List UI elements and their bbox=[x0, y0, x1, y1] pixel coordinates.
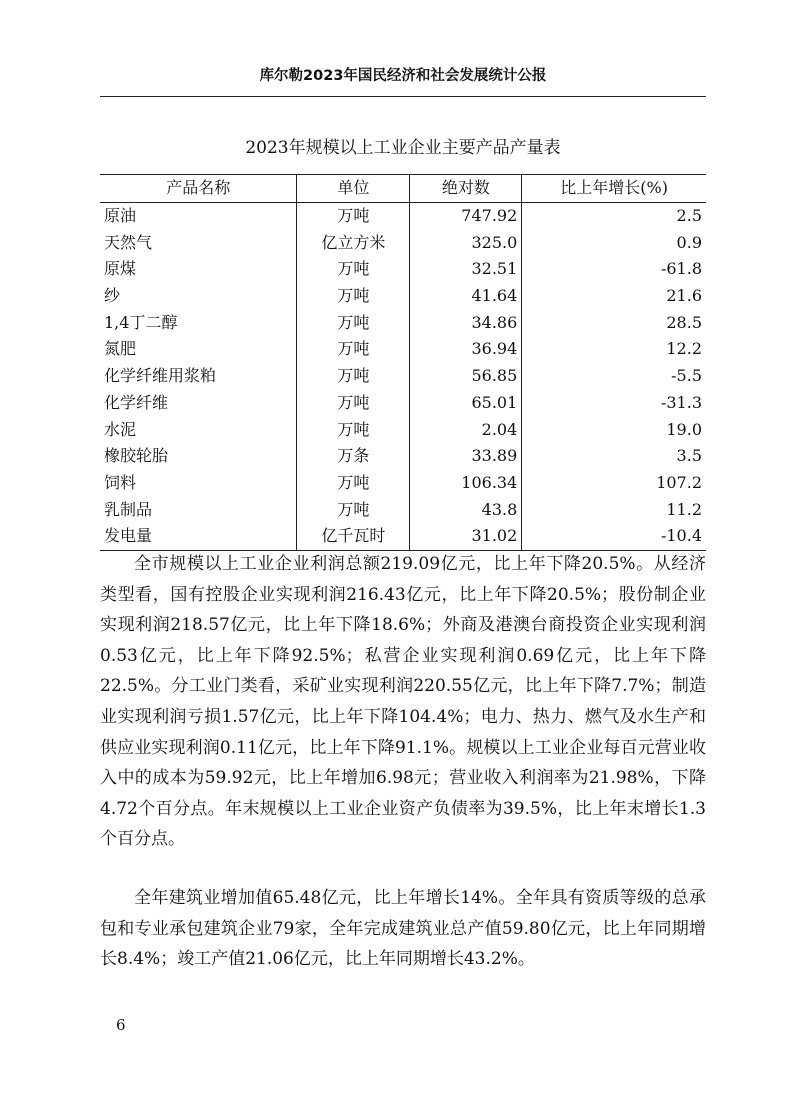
unit-cell: 万吨 bbox=[297, 390, 410, 417]
growth-cell: 28.5 bbox=[522, 309, 706, 336]
value-cell: 32.51 bbox=[410, 256, 522, 283]
product-name-cell: 1,4丁二醇 bbox=[104, 312, 178, 332]
unit-cell: 万吨 bbox=[297, 309, 410, 336]
growth-cell: 11.2 bbox=[522, 496, 706, 523]
column-header-name: 产品名称 bbox=[100, 175, 297, 203]
running-header: 库尔勒2023年国民经济和社会发展统计公报 bbox=[259, 68, 547, 84]
column-header-unit: 单位 bbox=[297, 175, 410, 203]
growth-cell: -61.8 bbox=[522, 256, 706, 283]
growth-cell: -5.5 bbox=[522, 363, 706, 390]
unit-cell: 万吨 bbox=[297, 336, 410, 363]
growth-cell: 2.5 bbox=[522, 202, 706, 229]
unit-cell: 亿立方米 bbox=[297, 229, 410, 256]
table-row bbox=[100, 256, 706, 283]
value-cell: 33.89 bbox=[410, 443, 522, 470]
table-row bbox=[100, 443, 706, 470]
product-name-cell: 纱 bbox=[104, 286, 121, 306]
table-row bbox=[100, 523, 706, 550]
table-row bbox=[100, 363, 706, 390]
unit-cell: 亿千瓦时 bbox=[297, 523, 410, 550]
table-row bbox=[100, 336, 706, 363]
table-row bbox=[100, 202, 706, 229]
table-title: 2023年规模以上工业企业主要产品产量表 bbox=[245, 138, 561, 158]
growth-cell: 107.2 bbox=[522, 470, 706, 497]
value-cell: 325.0 bbox=[410, 229, 522, 256]
unit-cell: 万吨 bbox=[297, 363, 410, 390]
product-name-cell: 橡胶轮胎 bbox=[104, 446, 169, 466]
column-header-growth: 比上年增长(%) bbox=[522, 175, 706, 203]
unit-cell: 万吨 bbox=[297, 256, 410, 283]
growth-cell: 21.6 bbox=[522, 283, 706, 310]
growth-cell: -10.4 bbox=[522, 523, 706, 550]
table-row bbox=[100, 496, 706, 523]
paragraph-construction: 全年建筑业增加值65.48亿元，比上年增长14%。全年具有资质等级的总承包和专业承包建筑企业79家，全年完成建筑业总产值59.80亿元，比上年同期增长8.4%；竣工产值21.06亿元，比上年同期增长43.2%。 bbox=[100, 888, 706, 970]
page-number: 6 bbox=[116, 1016, 126, 1034]
value-cell: 2.04 bbox=[410, 416, 522, 443]
unit-cell: 万吨 bbox=[297, 496, 410, 523]
table-row bbox=[100, 470, 706, 497]
value-cell: 106.34 bbox=[410, 470, 522, 497]
table-row bbox=[100, 229, 706, 256]
product-name-cell: 化学纤维用浆粕 bbox=[104, 366, 217, 386]
unit-cell: 万吨 bbox=[297, 416, 410, 443]
product-name-cell: 化学纤维 bbox=[104, 392, 169, 412]
value-cell: 65.01 bbox=[410, 390, 522, 417]
value-cell: 34.86 bbox=[410, 309, 522, 336]
growth-cell: -31.3 bbox=[522, 390, 706, 417]
unit-cell: 万吨 bbox=[297, 283, 410, 310]
product-name-cell: 天然气 bbox=[104, 232, 153, 252]
table-header-row bbox=[100, 175, 706, 203]
value-cell: 747.92 bbox=[410, 202, 522, 229]
growth-cell: 19.0 bbox=[522, 416, 706, 443]
column-header-value: 绝对数 bbox=[410, 175, 522, 203]
table-row bbox=[100, 416, 706, 443]
growth-cell: 12.2 bbox=[522, 336, 706, 363]
product-name-cell: 原煤 bbox=[104, 259, 137, 279]
product-name-cell: 水泥 bbox=[104, 419, 137, 439]
product-name-cell: 饲料 bbox=[104, 472, 137, 492]
product-name-cell: 氮肥 bbox=[104, 339, 137, 359]
table-row bbox=[100, 309, 706, 336]
value-cell: 41.64 bbox=[410, 283, 522, 310]
paragraph-industrial-profit: 全市规模以上工业企业利润总额219.09亿元，比上年下降20.5%。从经济类型看，国有控股企业实现利润216.43亿元，比上年下降20.5%；股份制企业实现利润218.57亿元，比上年下降18.6%；外商及港澳台商投资企业实现利润0.53亿元，比上年下降92.5%；私营企业实现利润0.69亿元，比上年下降22.5%。分工业门类看，采矿业实现利润220.55亿元，比上年下降7.7%；制造业实现利润亏损1.57亿元，比上年下降104.4%；电力、热力、燃气及水生产和供应业实现利润0.11亿元，比上年下降91.1%。规模以上工业企业每百元营业收入中的成本为59.92元，比上年增加6.98元；营业收入利润率为21.98%，下降4.72个百分点。年末规模以上工业企业资产负债率为39.5%，比上年末增长1.3个百分点。 bbox=[100, 554, 706, 850]
table-row bbox=[100, 283, 706, 310]
product-output-table bbox=[100, 174, 706, 551]
product-name-cell: 发电量 bbox=[100, 523, 297, 550]
unit-cell: 万条 bbox=[297, 443, 410, 470]
table-row bbox=[100, 390, 706, 417]
value-cell: 36.94 bbox=[410, 336, 522, 363]
value-cell: 43.8 bbox=[410, 496, 522, 523]
growth-cell: 0.9 bbox=[522, 229, 706, 256]
header-rule bbox=[100, 96, 706, 97]
product-name-cell: 原油 bbox=[104, 206, 137, 226]
value-cell: 56.85 bbox=[410, 363, 522, 390]
product-name-cell: 乳制品 bbox=[104, 499, 153, 519]
value-cell: 31.02 bbox=[410, 523, 522, 550]
unit-cell: 万吨 bbox=[297, 470, 410, 497]
growth-cell: 3.5 bbox=[522, 443, 706, 470]
unit-cell: 万吨 bbox=[297, 202, 410, 229]
